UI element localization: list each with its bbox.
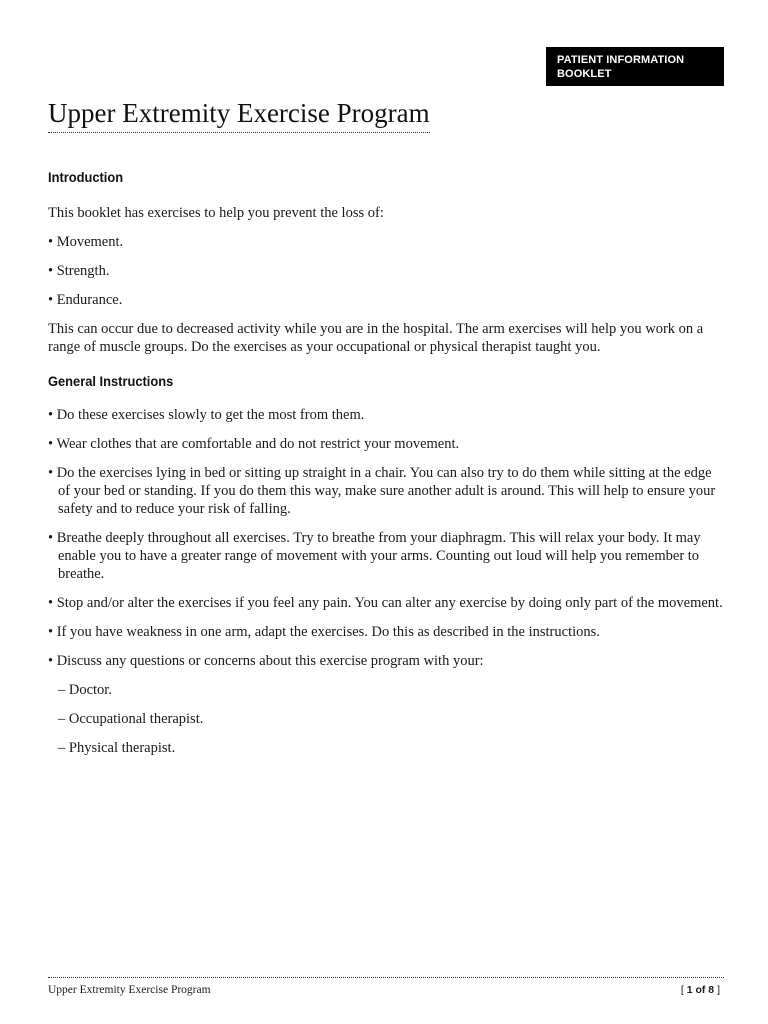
instruction-item: • Wear clothes that are comfortable and do not restrict your movement. bbox=[48, 436, 460, 452]
page-bracket-close: ] bbox=[717, 984, 720, 996]
introduction-heading: Introduction bbox=[48, 169, 124, 185]
intro-list-item: • Endurance. bbox=[48, 292, 123, 308]
intro-list-item: • Movement. bbox=[48, 234, 124, 250]
contact-list-item: – Doctor. bbox=[58, 682, 112, 698]
instruction-item: • Do these exercises slowly to get the most from them. bbox=[48, 407, 365, 423]
badge-line-1: PATIENT INFORMATION bbox=[557, 54, 685, 66]
instruction-item: • If you have weakness in one arm, adapt the exercises. Do this as described in the instructions. bbox=[48, 624, 600, 640]
badge-line-2: BOOKLET bbox=[557, 68, 612, 80]
footer-divider bbox=[48, 977, 724, 978]
document-title: Upper Extremity Exercise Program bbox=[48, 98, 430, 128]
instruction-item: • Breathe deeply throughout all exercises. Try to breathe from your diaphragm. This will relax your body. It may enable you to have a greater range of movement with your arms. Counting out loud will help you remember to breathe. bbox=[48, 530, 701, 582]
footer-document-title: Upper Extremity Exercise Program bbox=[48, 984, 211, 996]
page-bracket-open: [ bbox=[680, 984, 684, 996]
page-number-label: 1 of 8 bbox=[686, 984, 715, 996]
title-underline-divider bbox=[48, 132, 430, 133]
booklet-type-badge bbox=[546, 47, 724, 86]
instruction-item: • Stop and/or alter the exercises if you feel any pain. You can alter any exercise by doing only part of the movement. bbox=[48, 595, 723, 611]
introduction-lead-paragraph: This booklet has exercises to help you prevent the loss of: bbox=[48, 205, 384, 221]
intro-list-item: • Strength. bbox=[48, 263, 110, 279]
instruction-item: • Discuss any questions or concerns about this exercise program with your: bbox=[48, 653, 484, 669]
contact-list-item: – Physical therapist. bbox=[58, 740, 176, 756]
general-instructions-heading: General Instructions bbox=[48, 373, 174, 389]
page-number bbox=[681, 982, 720, 998]
document-body bbox=[48, 167, 724, 757]
contact-list-item: – Occupational therapist. bbox=[58, 711, 204, 727]
introduction-closing-paragraph: This can occur due to decreased activity while you are in the hospital. The arm exercises will help you work on a range of muscle groups. Do the exercises as your occupational or physical therapist taught you. bbox=[48, 321, 704, 355]
instruction-item: • Do the exercises lying in bed or sitting up straight in a chair. You can also try to do them while sitting at the edge of your bed or standing. If you do them this way, make sure another adult is around. This will help to ensure your safety and to reduce your risk of falling. bbox=[48, 465, 716, 517]
